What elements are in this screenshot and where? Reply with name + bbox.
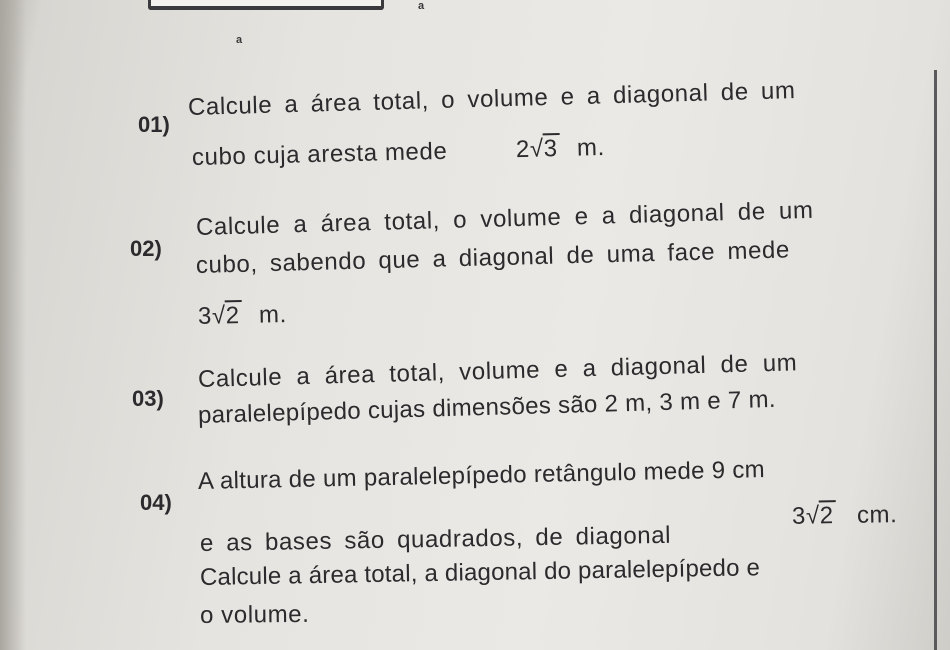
- math-radicand: 2: [818, 500, 835, 529]
- question-text-line: Calcule a área total, o volume e a diagonal de um: [195, 196, 814, 241]
- question-text-line: A altura de um paralelepípedo retângulo mede 9 cm: [197, 456, 766, 495]
- question-number: 01): [138, 112, 170, 137]
- question-text-line: e as bases são quadrados, de diagonal: [199, 521, 672, 557]
- math-expression: [792, 501, 898, 531]
- math-coefficient: 2: [515, 135, 531, 164]
- question-number: 02): [130, 236, 162, 261]
- radical-sign: √: [211, 302, 227, 330]
- figure-label: a: [236, 34, 243, 46]
- math-unit: m.: [576, 133, 606, 162]
- math-coefficient: 3: [197, 302, 213, 330]
- radical-sign: √: [529, 135, 545, 163]
- question-text-line: cubo cuja aresta mede: [191, 137, 448, 171]
- question-text-line: cubo, sabendo que a diagonal de uma face mede: [195, 236, 791, 279]
- math-radicand: 2: [224, 300, 242, 329]
- question-text-line: o volume.: [199, 600, 310, 629]
- question-number: 04): [140, 490, 172, 515]
- math-coefficient: 3: [791, 502, 807, 530]
- question-text-line: Calcule a área total, volume e a diagonal de um: [197, 349, 798, 393]
- question-text-line: Calcule a área total, a diagonal do paralelepípedo e: [199, 554, 761, 591]
- figure-label: a: [418, 0, 425, 12]
- question-text-line: Calcule a área total, o volume e a diagonal de um: [187, 77, 796, 121]
- question-number: 03): [132, 386, 164, 411]
- question-text-line: paralelepípedo cujas dimensões são 2 m, 3 m e 7 m.: [197, 385, 777, 429]
- math-unit: m.: [258, 301, 288, 329]
- radical-sign: √: [805, 502, 820, 530]
- math-radicand: 3: [542, 133, 560, 162]
- math-unit: cm.: [856, 501, 898, 529]
